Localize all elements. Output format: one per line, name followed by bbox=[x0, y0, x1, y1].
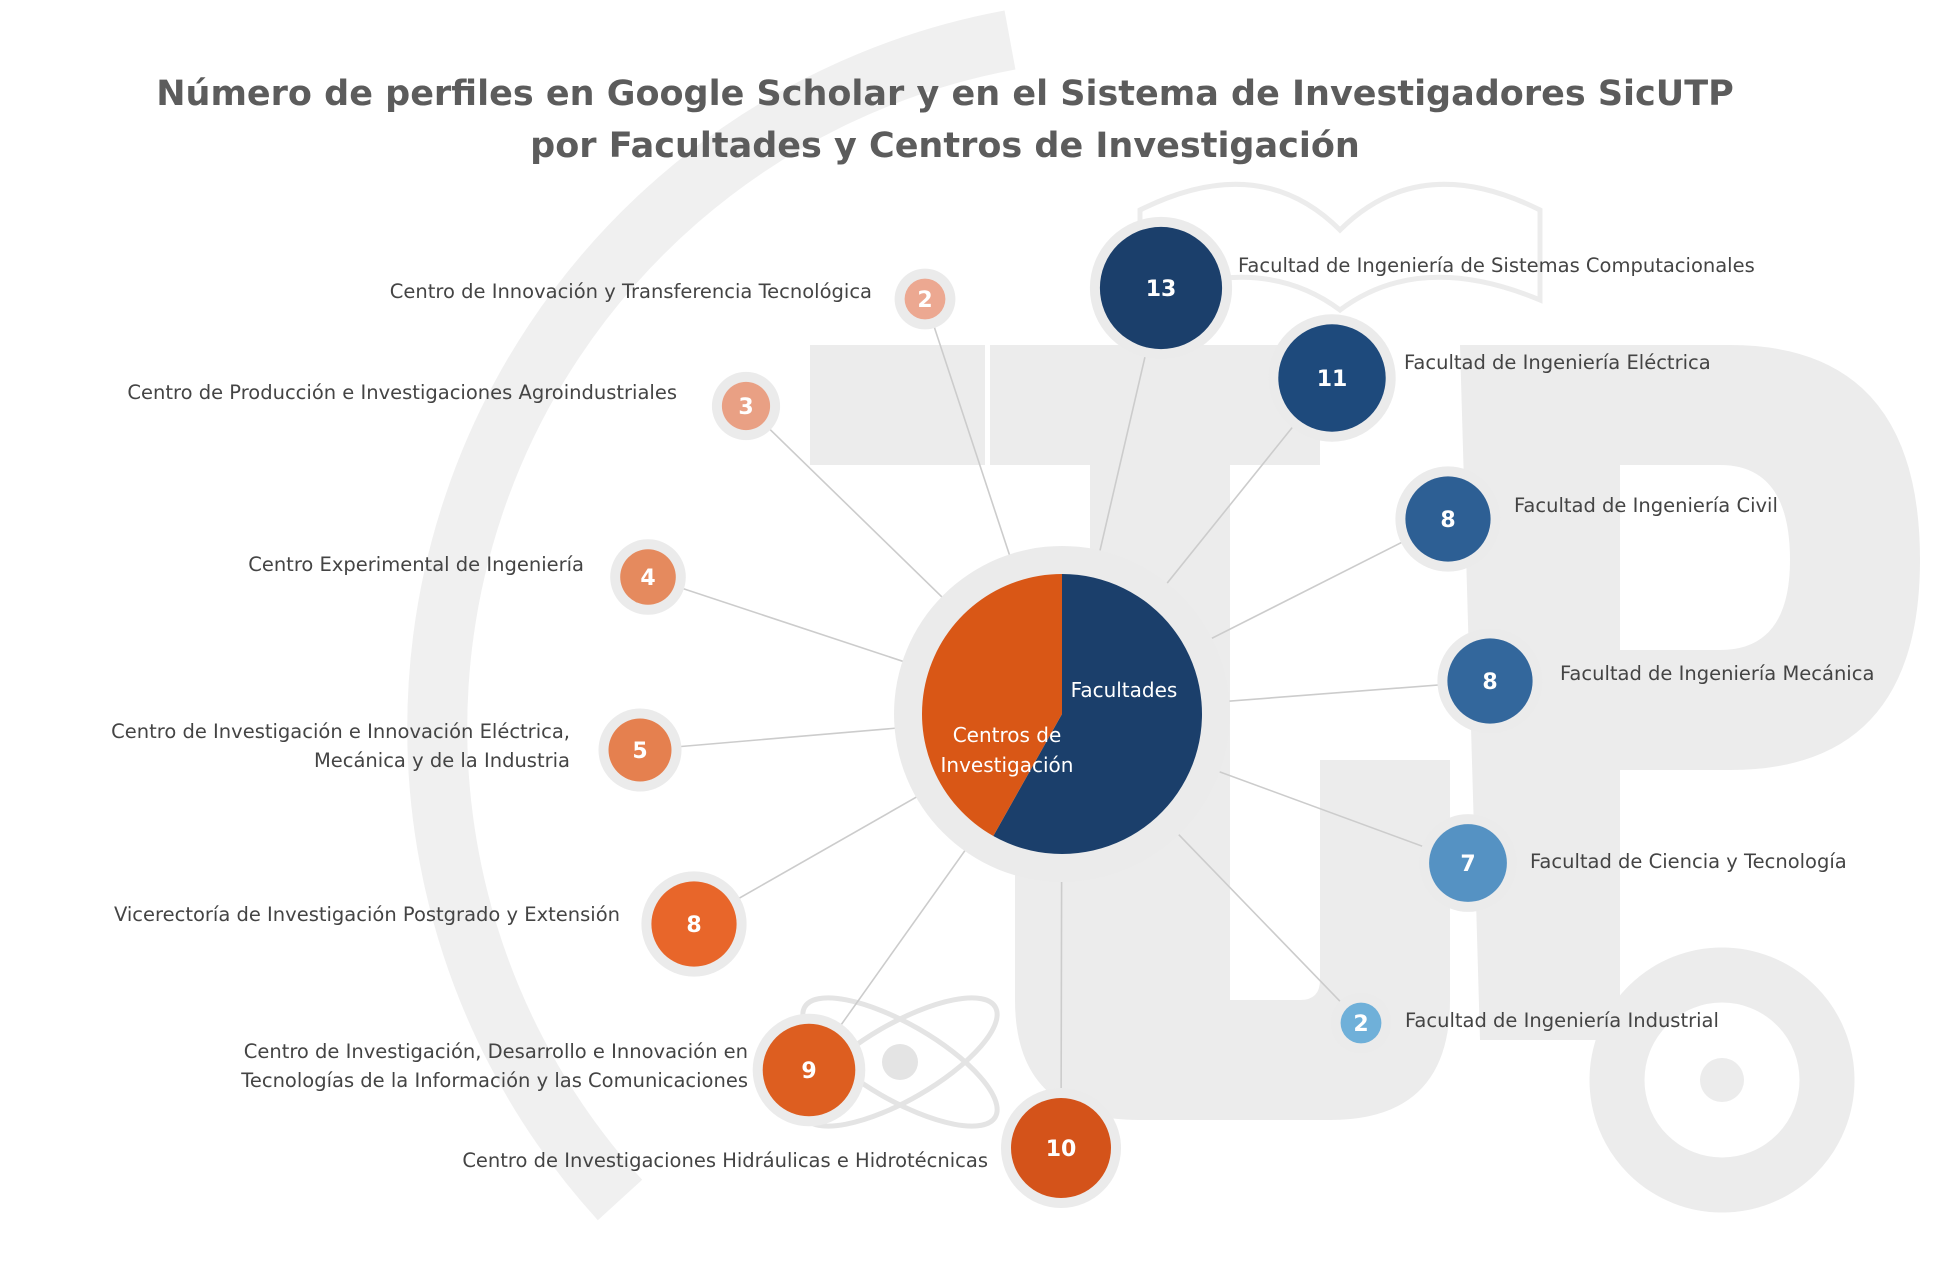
centro-value-label: 9 bbox=[801, 1059, 817, 1084]
centro-name-label: Centro de Investigación e Innovación Eléctrica, bbox=[111, 720, 570, 743]
facultad-value-label: 8 bbox=[1440, 508, 1456, 533]
centro-name-label: Centro de Investigación, Desarrollo e Innovación en bbox=[243, 1040, 748, 1063]
facultad-name-label: Facultad de Ingeniería Mecánica bbox=[1560, 662, 1875, 685]
atom-icon bbox=[882, 1044, 918, 1080]
facultad-value-label: 11 bbox=[1316, 367, 1348, 392]
centro-name-label: Mecánica y de la Industria bbox=[313, 749, 570, 772]
centro-name-label: Vicerectoría de Investigación Postgrado y Extensión bbox=[113, 903, 620, 926]
watermark-letter-u-left bbox=[810, 345, 985, 465]
facultad-name-label: Facultad de Ingeniería Civil bbox=[1514, 494, 1778, 517]
center-pie bbox=[894, 546, 1230, 882]
centro-value-label: 3 bbox=[738, 395, 754, 420]
facultad-value-label: 2 bbox=[1353, 1012, 1369, 1037]
centro-value-label: 4 bbox=[640, 566, 656, 591]
facultad-name-label: Facultad de Ingeniería Industrial bbox=[1405, 1009, 1719, 1032]
title-line-1: Número de perfiles en Google Scholar y en el Sistema de Investigadores SicUTP bbox=[156, 74, 1734, 114]
facultad-value-label: 13 bbox=[1145, 277, 1177, 302]
facultad-name-label: Facultad de Ingeniería de Sistemas Computacionales bbox=[1238, 254, 1755, 277]
facultad-name-label: Facultad de Ingeniería Eléctrica bbox=[1404, 351, 1711, 374]
gear-hub-icon bbox=[1700, 1058, 1744, 1102]
centro-value-label: 2 bbox=[917, 288, 933, 313]
chart-title bbox=[0, 68, 1890, 172]
title-line-2: por Facultades y Centros de Investigación bbox=[530, 126, 1360, 166]
centro-value-label: 10 bbox=[1045, 1137, 1077, 1162]
centro-name-label: Tecnologías de la Información y las Comunicaciones bbox=[241, 1069, 748, 1092]
facultad-value-label: 8 bbox=[1482, 670, 1498, 695]
facultad-name-label: Facultad de Ciencia y Tecnología bbox=[1530, 850, 1847, 873]
centro-name-label: Centro Experimental de Ingeniería bbox=[248, 553, 584, 576]
facultad-value-label: 7 bbox=[1460, 852, 1476, 877]
centro-value-label: 5 bbox=[632, 739, 648, 764]
pie-label-facultades: Facultades bbox=[1070, 678, 1178, 702]
centro-name-label: Centro de Investigaciones Hidráulicas e Hidrotécnicas bbox=[462, 1149, 988, 1172]
centro-name-label: Centro de Producción e Investigaciones Agroindustriales bbox=[127, 381, 677, 404]
pie-label-centros: Centros de bbox=[952, 723, 1062, 747]
centro-name-label: Centro de Innovación y Transferencia Tecnológica bbox=[389, 280, 872, 303]
pie-label-centros: Investigación bbox=[940, 753, 1074, 777]
centro-value-label: 8 bbox=[686, 913, 702, 938]
